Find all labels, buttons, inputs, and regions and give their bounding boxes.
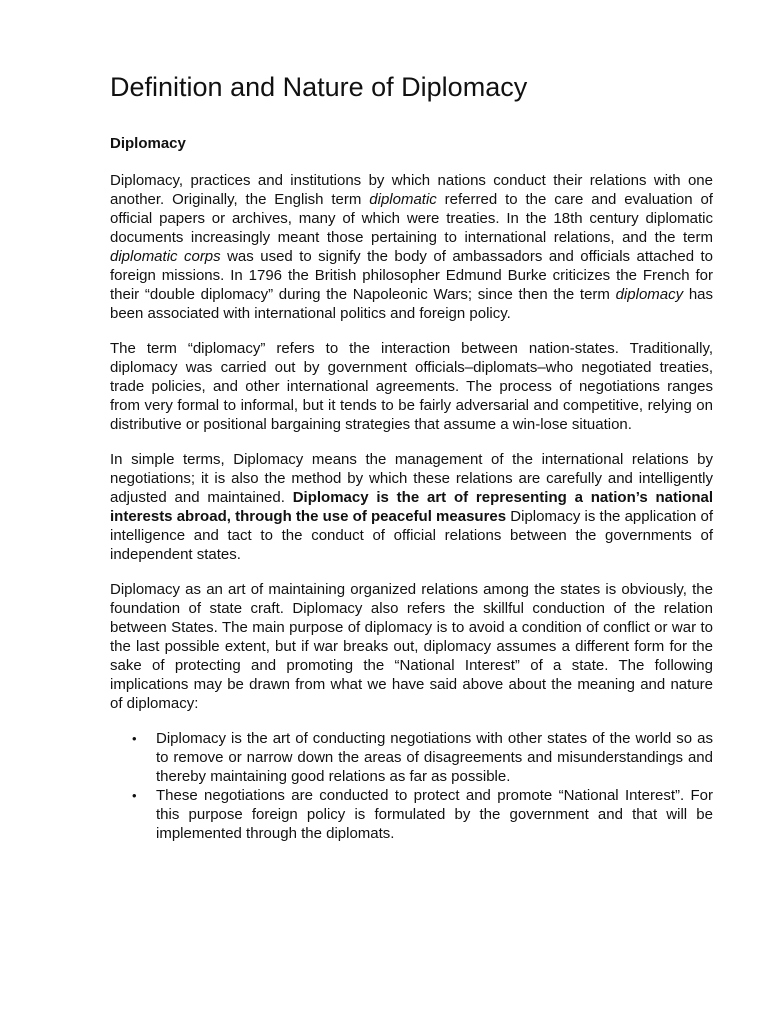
p1-text-d: has been associated with international politics and foreign policy. [110, 286, 713, 322]
list-item-text: Diplomacy is the art of conducting negotiations with other states of the world so as to remove or narrow down the areas of disagreements and misunderstandings and thereby maintaining good relations as far as possible. [156, 730, 713, 785]
page-title: Definition and Nature of Diplomacy [110, 72, 528, 102]
paragraph-1 [110, 171, 713, 323]
document-page [110, 70, 713, 843]
p3-text-a: In simple terms, Diplomacy means the management of the international relations by negotiations; it is also the method by which these relations are carefully and intelligently adjusted and maintained. [110, 451, 713, 506]
bullet-icon: • [132, 788, 137, 803]
p1-text-c: was used to signify the body of ambassadors and officials attached to foreign missions. In 1796 the British philosopher Edmund Burke criticizes the French for their “double diplomacy” during the Napoleonic Wars; since then the term [110, 248, 713, 303]
p3-text-b: Diplomacy is the application of intelligence and tact to the conduct of official relations between the governments of independent states. [110, 508, 713, 563]
p1-text-b: referred to the care and evaluation of official papers or archives, many of which were treaties. In the 18th century diplomatic documents increasingly meant those pertaining to international relations, and the term [110, 191, 713, 246]
p1-italic-diplomatic-corps: diplomatic corps [110, 248, 221, 265]
section-heading: Diplomacy [110, 135, 186, 152]
p1-italic-diplomatic: diplomatic [369, 191, 437, 208]
bullet-icon: • [132, 731, 137, 746]
list-item-text: These negotiations are conducted to protect and promote “National Interest”. For this purpose foreign policy is formulated by the government and that will be implemented through the diplomats. [156, 787, 713, 842]
paragraph-2: The term “diplomacy” refers to the interaction between nation-states. Traditionally, diplomacy was carried out by government officials–diplomats–who negotiated treaties, trade policies, and other international agreements. The process of negotiations ranges from very formal to informal, but it tends to be fairly adversarial and competitive, relying on distributive or positional bargaining strategies that assume a win-lose situation. [110, 340, 713, 433]
list-item [132, 729, 713, 786]
p1-italic-diplomacy: diplomacy [615, 286, 684, 303]
list-item [132, 786, 713, 843]
paragraph-4: Diplomacy as an art of maintaining organized relations among the states is obviously, the foundation of state craft. Diplomacy also refers the skillful conduction of the relation between States. The main purpose of diplomacy is to avoid a condition of conflict or war to the last possible extent, but if war breaks out, diplomacy assumes a different form for the sake of protecting and promoting the “National Interest” of a state. The following implications may be drawn from what we have said above about the meaning and nature of diplomacy: [110, 581, 713, 712]
p1-text-a: Diplomacy, practices and institutions by which nations conduct their relations with one another. Originally, the English term [110, 172, 713, 208]
p3-bold-definition: Diplomacy is the art of representing a nation’s national interests abroad, through the use of peaceful measures [110, 489, 713, 525]
paragraph-3 [110, 450, 713, 564]
implications-list [110, 729, 713, 843]
